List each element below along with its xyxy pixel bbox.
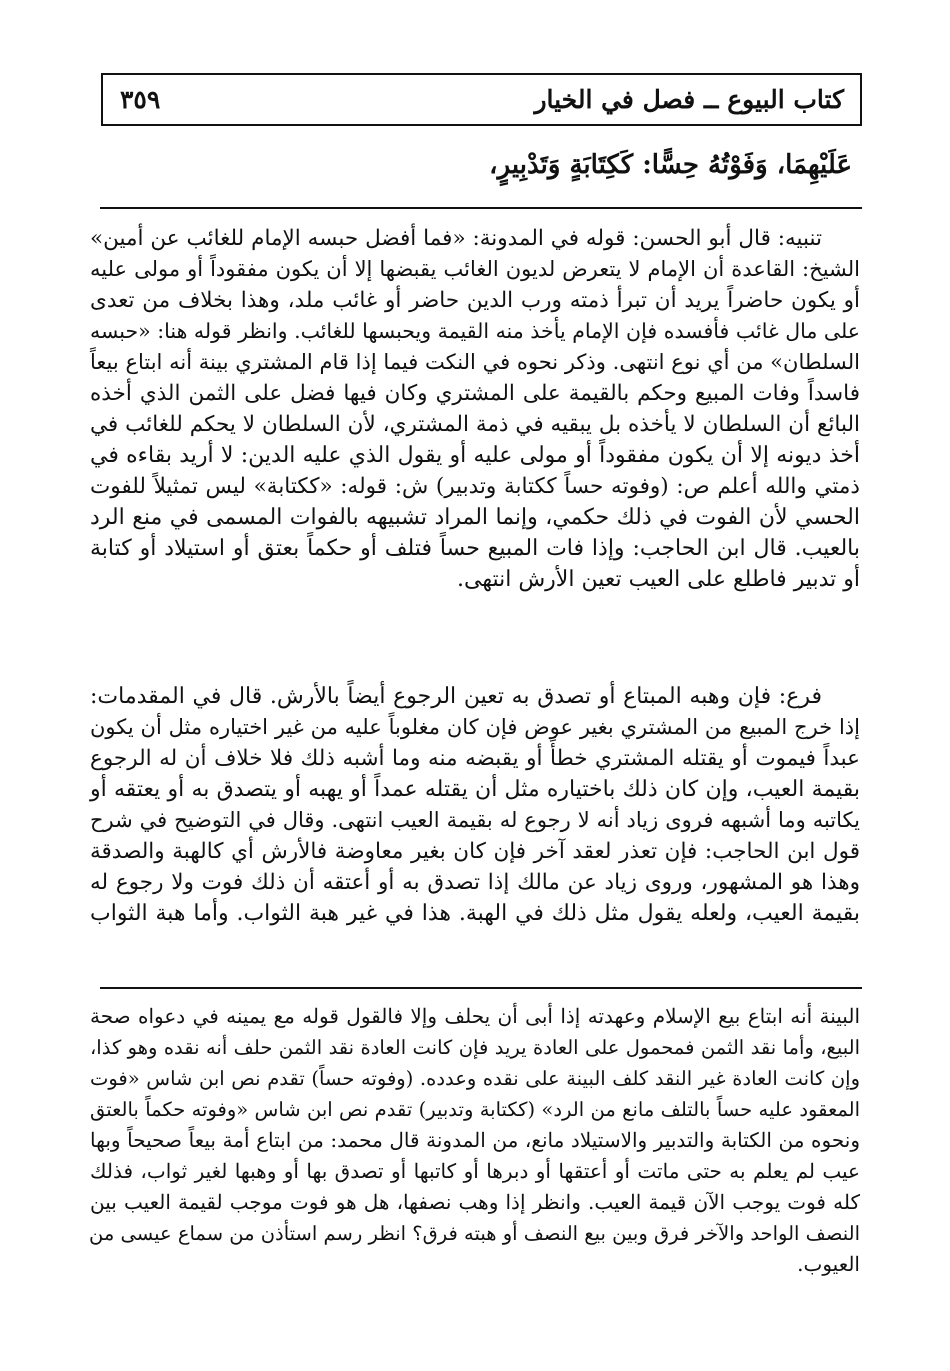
footnote-line: وإن كانت العادة غير النقد كلف البينة على نقده وعدده. (وفوته حساً) تقدم نص ابن شاس «فوت	[90, 1067, 860, 1090]
footnote-line: كله فوت يوجب الآن قيمة العيب. وانظر إذا وهب نصفها، هل هو فوت موجب لقيمة العيب بين	[90, 1190, 860, 1214]
text-line: إذا خرج المبيع من المشتري بغير عوض فإن كان مغلوباً عليه من غير اختياره مثل أن يكون	[90, 715, 860, 739]
commentary-paragraph-1	[90, 223, 860, 595]
footnote-line: النصف الواحد والآخر فرق وبين بيع النصف أو هبته فرق؟ انظر رسم استأذن من سماع عيسى من	[89, 1222, 860, 1245]
text-line: فرع: فإن وهبه المبتاع أو تصدق به تعين الرجوع أيضاً بالأرش. قال في المقدمات:	[90, 684, 822, 709]
text-line: البائع أن السلطان لا يأخذه بل يبقيه في ذمة المشتري، لأن السلطان لا يحكم للغائب في	[90, 412, 860, 437]
text-line: السلطان» من أي نوع انتهى. وذكر نحوه في النكت فيما إذا قام المشتري بينة أنه ابتاع بيعاً	[90, 350, 860, 374]
text-line: على مال غائب فأفسده فإن الإمام يأخذ منه القيمة ويحبسها للغائب. وانظر قوله هنا: «حبسه	[90, 319, 860, 343]
text-line: قول ابن الحاجب: فإن تعذر لعقد آخر فإن كان بغير معاوضة فالأرش أي كالهبة والصدقة	[90, 839, 860, 864]
text-line: الشيخ: القاعدة أن الإمام لا يتعرض لديون الغائب يقبضها إلا أن يكون مفقوداً أو مولى عليه	[90, 257, 860, 281]
text-line: يكاتبه وما أشبهه فروى زياد أنه لا رجوع له بقيمة العيب انتهى. وقال في التوضيح في شرح	[90, 808, 860, 832]
footnote-line: البيع، وأما نقد الثمن فمحمول على العادة يريد فإن كانت العادة نقد الثمن حلف أنه نقده وهو كذا،	[90, 1036, 860, 1059]
footnote-line: العيوب.	[797, 1252, 860, 1276]
text-line: فاسداً وفات المبيع وحكم بالقيمة على المشتري وكان فيها فضل على الثمن الذي أخذه	[90, 381, 860, 406]
footnote-line: البينة أنه ابتاع بيع الإسلام وعهدته إذا أبى أن يحلف وإلا فالقول قوله مع يمينه في دعواه صحة	[90, 1004, 860, 1028]
text-line: بالعيب. قال ابن الحاجب: وإذا فات المبيع حساً فتلف أو حكماً بعتق أو استيلاد أو كتابة	[90, 536, 860, 561]
page-number: ٣٥٩	[120, 85, 161, 114]
text-line: بقيمة العيب، ولعله يقول مثل ذلك في الهبة. هذا في غير هبة الثواب. وأما هبة الثواب	[90, 901, 860, 926]
matn-separator-rule	[100, 207, 862, 209]
text-line: بقيمة العيب، وإن كان ذلك باختياره مثل أن يقتله عمداً أو يهبه أو يتصدق به أو يعتقه أو	[90, 777, 860, 802]
text-line: عبداً فيموت أو يقتله المشتري خطأً أو يقبضه منه وما أشبه ذلك فلا خلاف أن له الرجوع	[90, 746, 860, 771]
text-line: أو تدبير فاطلع على العيب تعين الأرش انتهى.	[456, 567, 860, 592]
text-line: أو يكون حاضراً يريد أن تبرأ ذمته ورب الدين حاضر أو غائب ملد، وهذا بخلاف من تعدى	[90, 288, 860, 313]
running-header	[101, 73, 862, 126]
text-line: ذمتي والله أعلم ص: (وفوته حساً ككتابة وتدبير) ش: قوله: «ككتابة» ليس تمثيلاً للفوت	[90, 474, 860, 499]
text-line: الحسي لأن الفوت في ذلك حكمي، وإنما المراد تشبيهه بالفوات المسمى في منع الرد	[90, 505, 860, 530]
footnote-separator-rule	[100, 987, 862, 989]
commentary-paragraph-2	[90, 681, 860, 929]
header-title: كتاب البيوع ــ فصل في الخيار	[534, 85, 844, 114]
footnote-line: عيب لم يعلم به حتى ماتت أو أعتقها أو دبرها أو كاتبها أو تصدق بها أو وهبها لغير ثواب، فذلك	[90, 1159, 860, 1183]
text-line: وهذا هو المشهور، وروى زياد عن مالك إذا تصدق به أو أعتقه أن ذلك فوت ولا رجوع له	[90, 870, 860, 895]
text-line: أخذ ديونه إلا أن يكون مفقوداً أو مولى عليه أو يقول الذي عليه الدين: لا أريد بقاءه في	[90, 443, 860, 468]
text-line: تنبيه: قال أبو الحسن: قوله في المدونة: «فما أفضل حبسه الإمام للغائب عن أمين»	[90, 226, 822, 251]
footnote-block	[90, 1001, 860, 1280]
footnote-line: ونحوه من الكتابة والتدبير والاستيلاد مانع، من المدونة قال محمد: من ابتاع أمة بيعاً صحيحاً وبها	[90, 1128, 860, 1152]
footnote-line: المعقود عليه حساً بالتلف مانع من الرد» (ككتابة وتدبير) تقدم نص ابن شاس «وفوته حكماً بالعتق	[90, 1098, 860, 1121]
matn-text: عَلَيْهِمَا، وَفَوْتُهُ حِسًّا: كَكِتَابَةٍ وَتَدْبِيرٍ،	[489, 150, 852, 180]
